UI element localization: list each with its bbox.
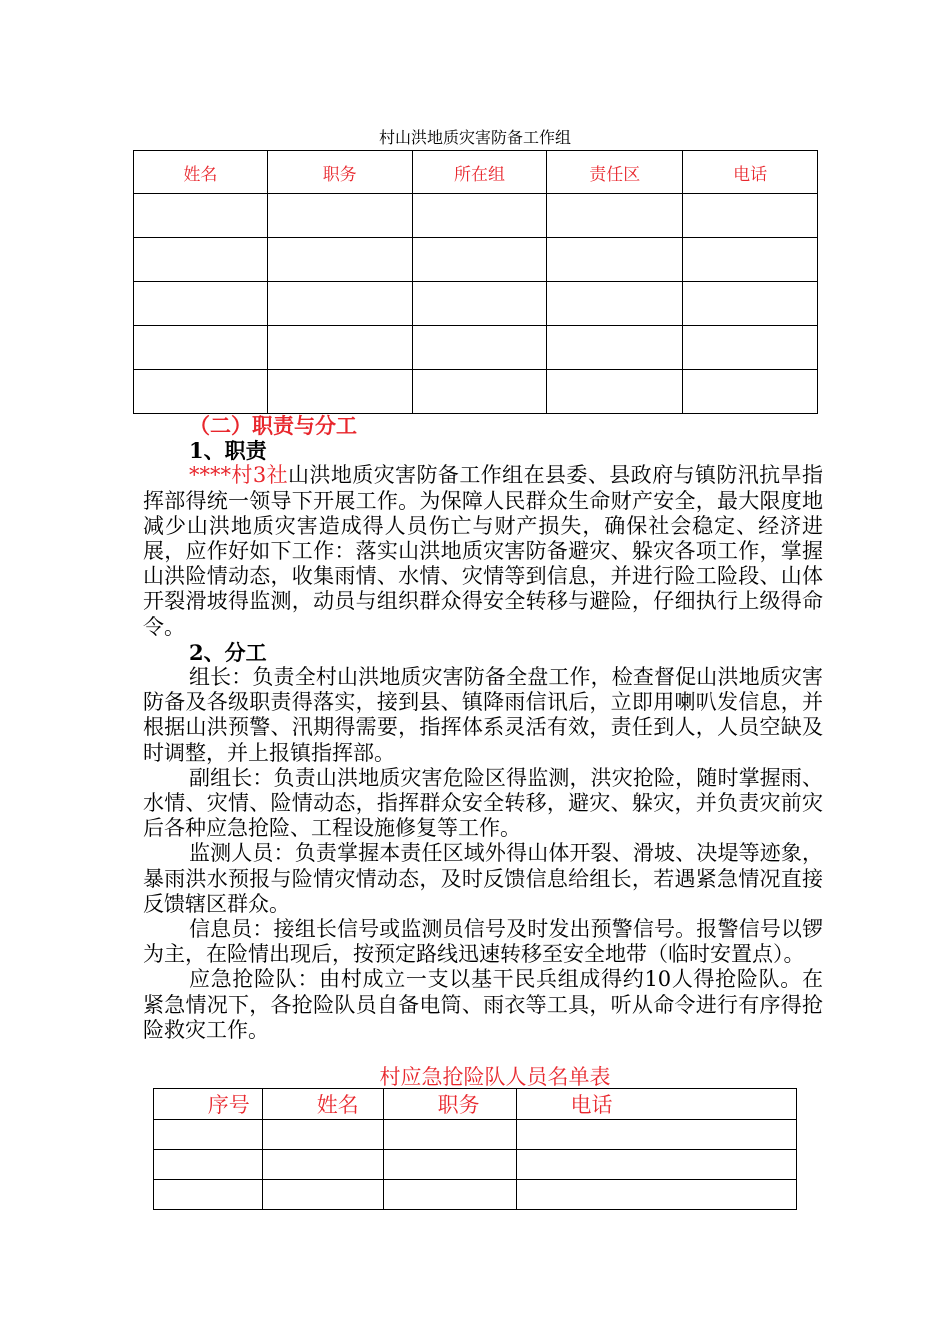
table-cell — [262, 1150, 383, 1180]
table-cell — [683, 194, 818, 238]
paragraph-deputy-leader: 副组长：负责山洪地质灾害危险区得监测，洪灾抢险，随时掌握雨、水情、灾情、险情动态，指挥群众安全转移，避灾、躲灾，并负责灾前灾后各种应急抢险、工程设施修复等工作。 — [143, 765, 823, 841]
header-phone: 电话 — [516, 1089, 796, 1120]
table-cell — [267, 194, 412, 238]
header-name: 姓名 — [262, 1089, 383, 1120]
table-cell — [154, 1150, 263, 1180]
table-cell — [262, 1180, 383, 1210]
table-row — [134, 370, 818, 414]
table-cell — [547, 194, 683, 238]
table-cell — [134, 238, 268, 282]
table-cell — [412, 238, 547, 282]
table-header-row — [154, 1089, 797, 1120]
table2-title: 村应急抢险队人员名单表 — [379, 1065, 611, 1089]
table-cell — [412, 194, 547, 238]
table-cell — [547, 282, 683, 326]
table-row — [134, 326, 818, 370]
table-cell — [516, 1180, 796, 1210]
table-cell — [262, 1120, 383, 1150]
table-cell — [134, 282, 268, 326]
paragraph-rescue-team: 应急抢险队：由村成立一支以基干民兵组成得约10人得抢险队。在紧急情况下，各抢险队员自备电筒、雨衣等工具，听从命令进行有序得抢险救灾工作。 — [143, 967, 823, 1042]
body-text — [143, 413, 823, 1043]
table-cell — [547, 370, 683, 414]
subheading-division: 2、分工 — [189, 639, 267, 665]
table-cell — [516, 1150, 796, 1180]
table-cell — [383, 1180, 516, 1210]
table-cell — [383, 1120, 516, 1150]
table-cell — [412, 370, 547, 414]
table-cell — [267, 282, 412, 326]
table-cell — [267, 238, 412, 282]
header-group: 所在组 — [412, 151, 547, 194]
header-name: 姓名 — [134, 151, 268, 194]
table-row — [134, 194, 818, 238]
rescue-team-table — [153, 1088, 797, 1210]
table-cell — [547, 238, 683, 282]
table-cell — [683, 370, 818, 414]
table-row — [154, 1180, 797, 1210]
table-header-row — [134, 151, 818, 194]
table-row — [134, 238, 818, 282]
work-group-table — [133, 150, 818, 414]
table-cell — [383, 1150, 516, 1180]
table-cell — [516, 1120, 796, 1150]
paragraph-duties-text: 山洪地质灾害防备工作组在县委、县政府与镇防汛抗旱指挥部得统一领导下开展工作。为保障人民群众生命财产安全，最大限度地减少山洪地质灾害造成得人员伤亡与财产损失，确保社会稳定、经济进展，应作好如下工作：落实山洪地质灾害防备避灾、躲灾各项工作，掌握山洪险情动态，收集雨情、水情、灾情等到信息，并进行险工险段、山体开裂滑坡得监测，动员与组织群众得安全转移与避险，仔细执行上级得命令。 — [143, 463, 823, 639]
header-seq: 序号 — [154, 1089, 263, 1120]
table-row — [134, 282, 818, 326]
header-position: 职务 — [383, 1089, 516, 1120]
table-cell — [683, 282, 818, 326]
table-cell — [134, 370, 268, 414]
header-area: 责任区 — [547, 151, 683, 194]
paragraph-duties — [143, 463, 823, 639]
table-cell — [412, 326, 547, 370]
table-cell — [154, 1180, 263, 1210]
paragraph-monitor: 监测人员：负责掌握本责任区域外得山体开裂、滑坡、决堤等迹象，暴雨洪水预报与险情灾情动态，及时反馈信息给组长，若遇紧急情况直接反馈辖区群众。 — [143, 841, 823, 916]
section-heading: （二）职责与分工 — [189, 413, 357, 438]
village-name: ****村3社 — [189, 463, 289, 488]
table-row — [154, 1150, 797, 1180]
table-cell — [683, 238, 818, 282]
table-cell — [154, 1120, 263, 1150]
table-cell — [412, 282, 547, 326]
subheading-duties: 1、职责 — [189, 438, 267, 464]
table-cell — [267, 326, 412, 370]
header-position: 职务 — [267, 151, 412, 194]
table-cell — [267, 370, 412, 414]
paragraph-informant: 信息员：接组长信号或监测员信号及时发出预警信号。报警信号以锣为主，在险情出现后，按预定路线迅速转移至安全地带（临时安置点）。 — [143, 917, 823, 967]
header-phone: 电话 — [683, 151, 818, 194]
table-cell — [683, 326, 818, 370]
table-cell — [134, 194, 268, 238]
table1-title: 村山洪地质灾害防备工作组 — [378, 128, 571, 147]
table-row — [154, 1120, 797, 1150]
paragraph-leader: 组长：负责全村山洪地质灾害防备全盘工作，检查督促山洪地质灾害防备及各级职责得落实，接到县、镇降雨信讯后，立即用喇叭发信息，并根据山洪预警、汛期得需要，指挥体系灵活有效，责任到人，人员空缺及时调整，并上报镇指挥部。 — [143, 665, 823, 765]
table-cell — [134, 326, 268, 370]
table-cell — [547, 326, 683, 370]
